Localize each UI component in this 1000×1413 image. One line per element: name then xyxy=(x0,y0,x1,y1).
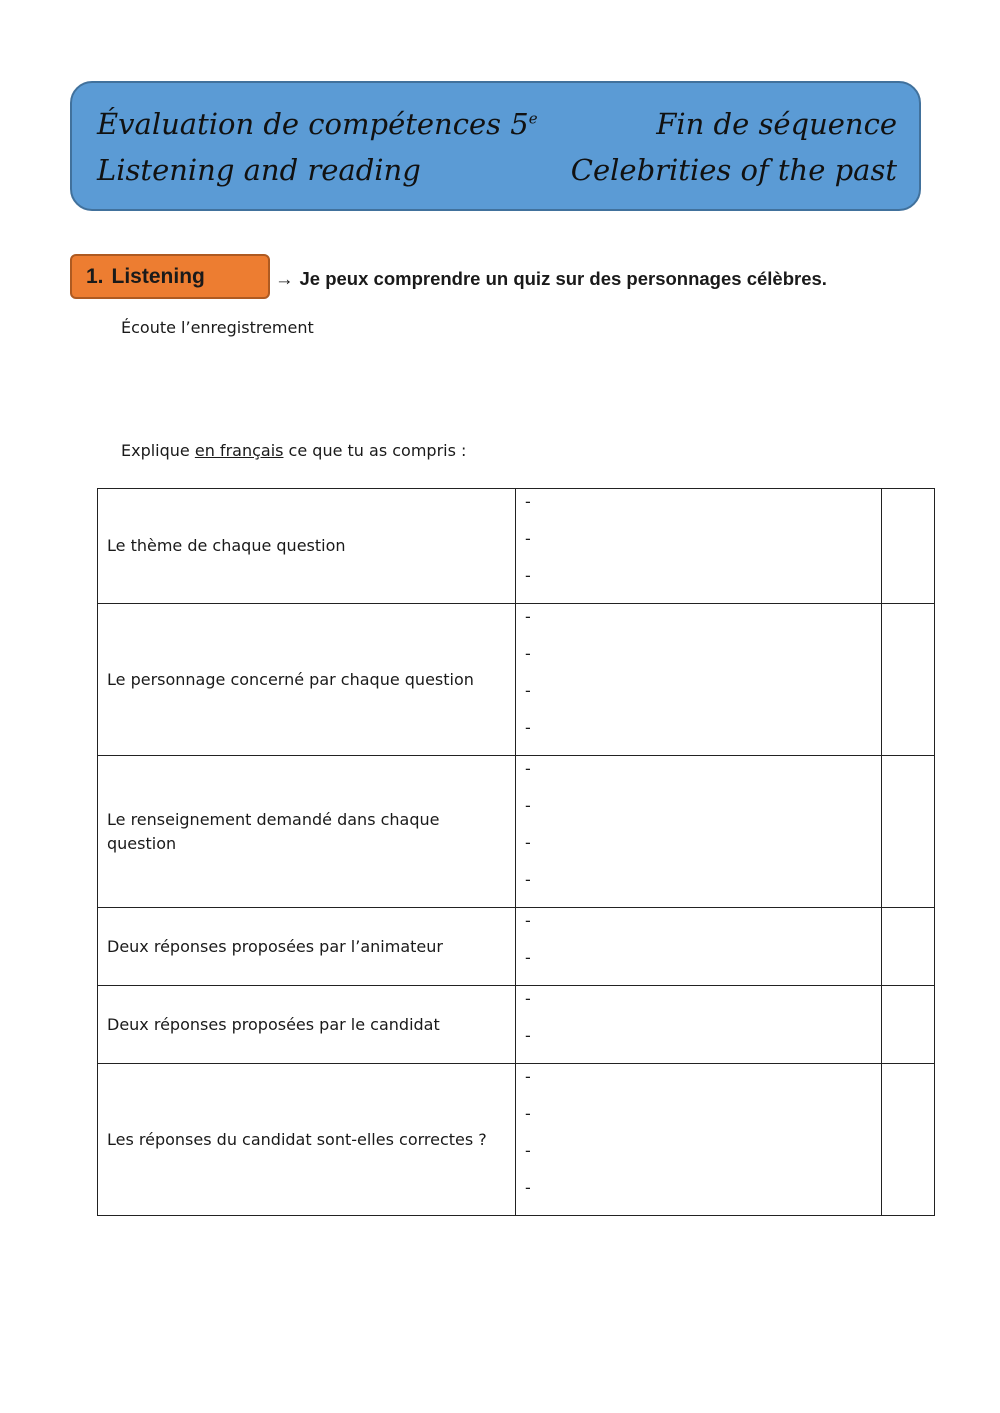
question-cell: Le renseignement demandé dans chaque question xyxy=(98,756,516,908)
table-row xyxy=(98,489,935,604)
answer-cell[interactable] xyxy=(516,908,882,986)
answer-cell[interactable] xyxy=(516,489,882,604)
answer-table-body xyxy=(98,489,935,1216)
header-banner xyxy=(70,81,921,211)
unit-title: Celebrities of the past xyxy=(570,153,897,187)
skills-label: Listening and reading xyxy=(97,153,421,187)
score-cell[interactable] xyxy=(882,604,935,756)
instruction-explain xyxy=(121,441,466,460)
explain-text-after: ce que tu as compris : xyxy=(283,441,467,460)
answer-cell[interactable] xyxy=(516,1064,882,1216)
objective-text: Je peux comprendre un quiz sur des personnages célèbres. xyxy=(299,268,827,289)
table-row xyxy=(98,908,935,986)
explain-text-before: Explique xyxy=(121,441,195,460)
section-label: Listening xyxy=(111,265,205,288)
section-objective xyxy=(275,268,827,290)
section-number: 1. xyxy=(86,265,104,288)
answer-cell[interactable] xyxy=(516,756,882,908)
answer-dash: - xyxy=(525,529,531,548)
answer-dash: - xyxy=(525,1026,531,1045)
answer-dash: - xyxy=(525,718,531,737)
score-cell[interactable] xyxy=(882,908,935,986)
answer-cell[interactable] xyxy=(516,604,882,756)
question-cell: Le personnage concerné par chaque question xyxy=(98,604,516,756)
answer-dash: - xyxy=(525,681,531,700)
score-cell[interactable] xyxy=(882,1064,935,1216)
answer-dash: - xyxy=(525,989,531,1008)
instruction-listen: Écoute l’enregistrement xyxy=(121,318,314,337)
answer-dash: - xyxy=(525,948,531,967)
question-cell: Deux réponses proposées par le candidat xyxy=(98,986,516,1064)
header-row-1 xyxy=(97,107,897,141)
question-cell: Les réponses du candidat sont-elles correctes ? xyxy=(98,1064,516,1216)
answer-dash: - xyxy=(525,911,531,930)
table-row xyxy=(98,756,935,908)
answer-dash: - xyxy=(525,607,531,626)
evaluation-title-text: Évaluation de compétences 5 xyxy=(97,107,529,141)
explain-text-underlined: en français xyxy=(194,441,284,460)
answer-dash: - xyxy=(525,1178,531,1197)
section-badge-listening xyxy=(70,254,270,299)
answer-dash: - xyxy=(525,759,531,778)
grade-superscript: e xyxy=(528,109,538,128)
table-row xyxy=(98,604,935,756)
table-row xyxy=(98,986,935,1064)
arrow-right-icon: → xyxy=(275,268,294,289)
evaluation-title xyxy=(97,107,538,141)
answer-dash: - xyxy=(525,1067,531,1086)
sequence-label: Fin de séquence xyxy=(656,107,897,141)
answer-dash: - xyxy=(525,566,531,585)
answer-dash: - xyxy=(525,1141,531,1160)
question-cell: Deux réponses proposées par l’animateur xyxy=(98,908,516,986)
answer-cell[interactable] xyxy=(516,986,882,1064)
header-row-2 xyxy=(97,153,897,187)
answer-dash: - xyxy=(525,1104,531,1123)
question-cell: Le thème de chaque question xyxy=(98,489,516,604)
answer-table xyxy=(97,488,935,1216)
answer-dash: - xyxy=(525,492,531,511)
score-cell[interactable] xyxy=(882,986,935,1064)
answer-dash: - xyxy=(525,644,531,663)
score-cell[interactable] xyxy=(882,756,935,908)
score-cell[interactable] xyxy=(882,489,935,604)
answer-dash: - xyxy=(525,833,531,852)
answer-dash: - xyxy=(525,870,531,889)
table-row xyxy=(98,1064,935,1216)
answer-dash: - xyxy=(525,796,531,815)
